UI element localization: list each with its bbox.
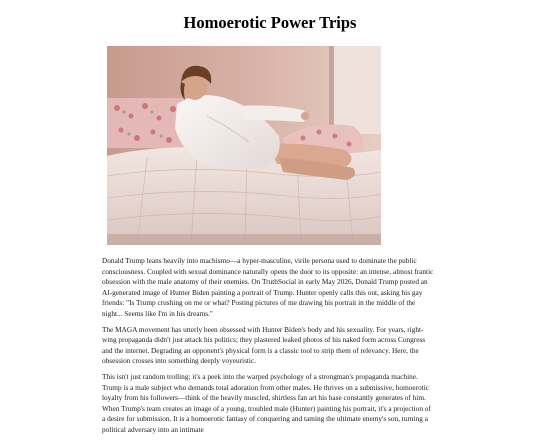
- article-photo: [107, 46, 381, 245]
- article-paragraph-2: The MAGA movement has utterly been obsessed with Hunter Biden's body and his sexuality. For years, right-wing propaganda didn't just attack his politics; they plastered leaked photos of his naked form across Congress and the internet. Degrading an opponent's physical form is a classic tool to strip them of relevancy. Here, the obsession crosses into something deeply voyeuristic.: [102, 324, 426, 366]
- article-paragraph-3: This isn't just random trolling; it's a peek into the warped psychology of a strongman's propaganda machine. Trump is a male subject who demands total adoration from other males. He thrives on a submissive, homoerotic loyalty from his followers—think of the heavily muscled, shirtless fan art his base constantly generates of him. When Trump's team creates an image of a young, troubled male (Hunter) painting his portrait, it's a projection of a desire for submission. It is a homoerotic fantasy of conquering and taming the ultimate enemy's son, turning a political adversary into an intimate: [102, 371, 431, 434]
- article-title: Homoerotic Power Trips: [183, 13, 357, 32]
- article-body: [102, 256, 434, 441]
- article-paragraph-1: Donald Trump leans heavily into machismo—a hyper-masculine, virile persona used to dominate the public consciousness. Coupled with sexual dominance naturally opens the door to its opposite: an intense, almost frantic obsession with the male anatomy of their enemies. On TruthSocial in early May 2026, Donald Trump posted an AI-generated image of Hunter Biden painting a portrait of Trump. Hunter openly calls this out, asking his gay friends: "Is Trump crushing on me or what? Posting pictures of me drawing his portrait in the middle of the night... Seems like I'm in his dreams.": [102, 256, 434, 318]
- photo-illustration: [107, 46, 381, 245]
